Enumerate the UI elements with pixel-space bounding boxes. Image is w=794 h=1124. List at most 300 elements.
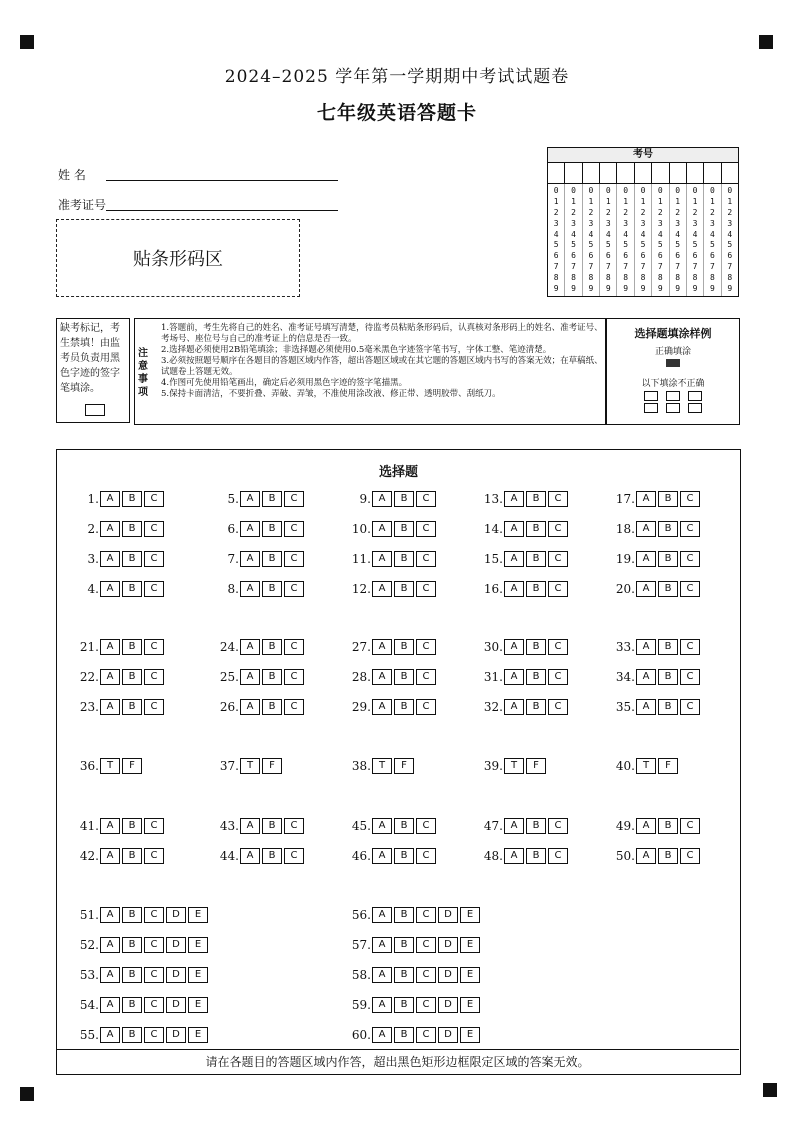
- answer-bubble-c[interactable]: C: [416, 581, 436, 597]
- answer-bubble-c[interactable]: C: [548, 521, 568, 537]
- answer-bubble-b[interactable]: B: [526, 818, 546, 834]
- exam-number-digit-bubble[interactable]: 1: [605, 196, 611, 206]
- exam-number-column[interactable]: [548, 184, 565, 296]
- answer-bubble-e[interactable]: E: [460, 937, 480, 953]
- exam-number-column[interactable]: [687, 184, 704, 296]
- exam-number-digit-bubble[interactable]: 4: [710, 229, 715, 239]
- answer-bubble-c[interactable]: C: [144, 907, 164, 923]
- exam-number-digit-bubble[interactable]: 1: [657, 196, 663, 206]
- exam-number-digit-bubble[interactable]: 2: [640, 207, 646, 217]
- exam-number-column[interactable]: [670, 184, 687, 296]
- exam-number-digit-bubble[interactable]: 3: [657, 218, 663, 228]
- answer-bubble-c[interactable]: C: [144, 997, 164, 1013]
- answer-bubble-c[interactable]: C: [284, 699, 304, 715]
- exam-number-column[interactable]: [617, 184, 634, 296]
- exam-number-write-cell[interactable]: [670, 163, 687, 183]
- exam-number-digit-bubble[interactable]: 0: [675, 186, 681, 195]
- answer-bubble-d[interactable]: D: [438, 937, 458, 953]
- exam-number-digit-bubble[interactable]: 8: [640, 273, 646, 282]
- answer-bubble-b[interactable]: B: [262, 581, 282, 597]
- exam-number-digit-bubble[interactable]: 9: [623, 283, 629, 293]
- exam-number-digit-bubble[interactable]: 0: [623, 186, 629, 195]
- answer-bubble-a[interactable]: A: [504, 551, 524, 567]
- answer-bubble-a[interactable]: A: [100, 699, 120, 715]
- answer-bubble-b[interactable]: B: [394, 1027, 414, 1043]
- answer-bubble-d[interactable]: D: [438, 967, 458, 983]
- answer-bubble-e[interactable]: E: [188, 1027, 208, 1043]
- answer-bubble-c[interactable]: C: [284, 848, 304, 864]
- answer-bubble-c[interactable]: C: [416, 937, 436, 953]
- answer-bubble-a[interactable]: A: [636, 848, 656, 864]
- exam-number-digit-bubble[interactable]: 6: [710, 251, 715, 261]
- exam-number-column[interactable]: [565, 184, 582, 296]
- exam-number-digit-bubble[interactable]: 5: [710, 240, 715, 250]
- answer-bubble-b[interactable]: B: [122, 551, 142, 567]
- answer-bubble-c[interactable]: C: [548, 639, 568, 655]
- exam-number-grid[interactable]: [547, 147, 739, 297]
- answer-bubble-c[interactable]: C: [416, 551, 436, 567]
- exam-number-digit-bubble[interactable]: 3: [692, 218, 698, 228]
- answer-bubble-d[interactable]: D: [166, 997, 186, 1013]
- answer-bubble-a[interactable]: A: [100, 581, 120, 597]
- answer-bubble-f[interactable]: F: [526, 758, 546, 774]
- answer-bubble-b[interactable]: B: [658, 818, 678, 834]
- answer-bubble-c[interactable]: C: [144, 581, 164, 597]
- answer-bubble-c[interactable]: C: [680, 848, 700, 864]
- answer-bubble-a[interactable]: A: [636, 818, 656, 834]
- answer-bubble-a[interactable]: A: [636, 699, 656, 715]
- exam-number-write-cell[interactable]: [548, 163, 565, 183]
- answer-bubble-d[interactable]: D: [438, 907, 458, 923]
- exam-number-digit-bubble[interactable]: 8: [605, 273, 611, 282]
- answer-bubble-t[interactable]: T: [240, 758, 260, 774]
- exam-number-digit-bubble[interactable]: 0: [588, 186, 594, 195]
- answer-bubble-c[interactable]: C: [144, 848, 164, 864]
- answer-bubble-t[interactable]: T: [504, 758, 524, 774]
- answer-bubble-b[interactable]: B: [122, 907, 142, 923]
- exam-number-column[interactable]: [583, 184, 600, 296]
- answer-bubble-b[interactable]: B: [394, 818, 414, 834]
- exam-number-digit-bubble[interactable]: 4: [727, 229, 733, 239]
- exam-number-digit-bubble[interactable]: 2: [727, 207, 733, 217]
- answer-bubble-a[interactable]: A: [100, 997, 120, 1013]
- answer-bubble-a[interactable]: A: [636, 551, 656, 567]
- answer-bubble-c[interactable]: C: [284, 669, 304, 685]
- exam-number-digit-bubble[interactable]: 6: [692, 251, 698, 261]
- exam-number-digit-bubble[interactable]: 5: [675, 240, 681, 250]
- answer-bubble-b[interactable]: B: [394, 907, 414, 923]
- exam-number-digit-bubble[interactable]: 1: [553, 196, 559, 206]
- exam-number-digit-bubble[interactable]: 3: [571, 218, 576, 228]
- exam-number-digit-bubble[interactable]: 7: [675, 262, 681, 272]
- answer-bubble-c[interactable]: C: [548, 669, 568, 685]
- answer-bubble-a[interactable]: A: [636, 491, 656, 507]
- answer-bubble-c[interactable]: C: [416, 1027, 436, 1043]
- answer-bubble-c[interactable]: C: [680, 699, 700, 715]
- exam-number-digit-bubble[interactable]: 4: [657, 229, 663, 239]
- answer-bubble-c[interactable]: C: [144, 521, 164, 537]
- exam-id-field[interactable]: [58, 196, 348, 213]
- exam-number-digit-bubble[interactable]: 5: [571, 240, 576, 250]
- exam-number-digit-bubble[interactable]: 3: [640, 218, 646, 228]
- answer-bubble-c[interactable]: C: [144, 699, 164, 715]
- exam-number-digit-bubble[interactable]: 6: [553, 251, 559, 261]
- exam-number-digit-bubble[interactable]: 1: [710, 196, 715, 206]
- answer-bubble-a[interactable]: A: [372, 699, 392, 715]
- answer-bubble-c[interactable]: C: [548, 848, 568, 864]
- exam-number-digit-bubble[interactable]: 8: [571, 273, 576, 282]
- exam-number-digit-bubble[interactable]: 7: [588, 262, 594, 272]
- answer-bubble-a[interactable]: A: [100, 551, 120, 567]
- exam-number-digit-bubble[interactable]: 6: [623, 251, 629, 261]
- answer-bubble-b[interactable]: B: [122, 967, 142, 983]
- name-field[interactable]: [58, 166, 348, 183]
- answer-bubble-c[interactable]: C: [680, 491, 700, 507]
- answer-bubble-f[interactable]: F: [394, 758, 414, 774]
- answer-bubble-b[interactable]: B: [658, 639, 678, 655]
- answer-bubble-b[interactable]: B: [526, 551, 546, 567]
- answer-bubble-c[interactable]: C: [284, 818, 304, 834]
- answer-bubble-b[interactable]: B: [526, 699, 546, 715]
- answer-bubble-t[interactable]: T: [100, 758, 120, 774]
- exam-number-digit-bubble[interactable]: 0: [640, 186, 646, 195]
- answer-bubble-a[interactable]: A: [504, 581, 524, 597]
- answer-bubble-b[interactable]: B: [658, 699, 678, 715]
- answer-bubble-a[interactable]: A: [100, 937, 120, 953]
- exam-number-digit-bubble[interactable]: 3: [675, 218, 681, 228]
- answer-bubble-b[interactable]: B: [262, 699, 282, 715]
- answer-bubble-b[interactable]: B: [394, 699, 414, 715]
- answer-bubble-d[interactable]: D: [438, 1027, 458, 1043]
- answer-bubble-b[interactable]: B: [122, 848, 142, 864]
- answer-bubble-a[interactable]: A: [100, 848, 120, 864]
- exam-number-digit-bubble[interactable]: 9: [727, 283, 733, 293]
- exam-number-digit-bubble[interactable]: 6: [640, 251, 646, 261]
- answer-bubble-c[interactable]: C: [548, 491, 568, 507]
- exam-number-digit-bubble[interactable]: 7: [692, 262, 698, 272]
- exam-number-digit-bubble[interactable]: 8: [553, 273, 559, 282]
- exam-number-digit-bubble[interactable]: 8: [710, 273, 715, 282]
- answer-bubble-c[interactable]: C: [416, 669, 436, 685]
- answer-bubble-e[interactable]: E: [188, 907, 208, 923]
- exam-number-digit-bubble[interactable]: 2: [553, 207, 559, 217]
- exam-number-column[interactable]: [635, 184, 652, 296]
- answer-bubble-a[interactable]: A: [372, 551, 392, 567]
- exam-number-digit-bubble[interactable]: 9: [571, 283, 576, 293]
- exam-number-digit-bubble[interactable]: 2: [588, 207, 594, 217]
- answer-bubble-d[interactable]: D: [166, 1027, 186, 1043]
- answer-bubble-a[interactable]: A: [372, 818, 392, 834]
- exam-number-digit-bubble[interactable]: 2: [657, 207, 663, 217]
- answer-bubble-a[interactable]: A: [240, 699, 260, 715]
- answer-bubble-e[interactable]: E: [460, 907, 480, 923]
- answer-bubble-c[interactable]: C: [416, 639, 436, 655]
- answer-bubble-a[interactable]: A: [100, 669, 120, 685]
- answer-bubble-a[interactable]: A: [240, 848, 260, 864]
- exam-number-digit-bubble[interactable]: 9: [692, 283, 698, 293]
- exam-number-write-cell[interactable]: [722, 163, 738, 183]
- answer-bubble-c[interactable]: C: [548, 581, 568, 597]
- exam-number-digit-bubble[interactable]: 4: [675, 229, 681, 239]
- exam-number-digit-bubble[interactable]: 3: [553, 218, 559, 228]
- answer-bubble-b[interactable]: B: [526, 639, 546, 655]
- exam-number-digit-bubble[interactable]: 2: [623, 207, 629, 217]
- exam-number-digit-bubble[interactable]: 2: [692, 207, 698, 217]
- answer-bubble-a[interactable]: A: [372, 581, 392, 597]
- answer-bubble-c[interactable]: C: [680, 639, 700, 655]
- exam-number-digit-bubble[interactable]: 0: [571, 186, 576, 195]
- exam-number-write-row[interactable]: [548, 163, 738, 184]
- answer-bubble-b[interactable]: B: [262, 818, 282, 834]
- answer-bubble-b[interactable]: B: [526, 669, 546, 685]
- exam-number-bubbles[interactable]: [548, 184, 738, 296]
- answer-bubble-b[interactable]: B: [122, 521, 142, 537]
- answer-bubble-a[interactable]: A: [240, 639, 260, 655]
- answer-bubble-b[interactable]: B: [122, 937, 142, 953]
- exam-number-digit-bubble[interactable]: 0: [605, 186, 611, 195]
- answer-bubble-b[interactable]: B: [658, 551, 678, 567]
- exam-number-digit-bubble[interactable]: 7: [623, 262, 629, 272]
- answer-bubble-b[interactable]: B: [658, 669, 678, 685]
- answer-bubble-e[interactable]: E: [460, 967, 480, 983]
- answer-bubble-t[interactable]: T: [636, 758, 656, 774]
- answer-bubble-a[interactable]: A: [372, 997, 392, 1013]
- exam-number-digit-bubble[interactable]: 4: [623, 229, 629, 239]
- exam-number-digit-bubble[interactable]: 4: [553, 229, 559, 239]
- answer-bubble-c[interactable]: C: [416, 699, 436, 715]
- answer-bubble-c[interactable]: C: [416, 997, 436, 1013]
- answer-bubble-c[interactable]: C: [680, 669, 700, 685]
- answer-bubble-b[interactable]: B: [526, 848, 546, 864]
- exam-number-digit-bubble[interactable]: 5: [692, 240, 698, 250]
- missing-exam-checkbox[interactable]: [85, 404, 105, 416]
- answer-bubble-c[interactable]: C: [144, 937, 164, 953]
- answer-bubble-a[interactable]: A: [240, 521, 260, 537]
- answer-bubble-a[interactable]: A: [240, 669, 260, 685]
- exam-number-digit-bubble[interactable]: 1: [675, 196, 681, 206]
- answer-bubble-a[interactable]: A: [100, 818, 120, 834]
- exam-number-digit-bubble[interactable]: 5: [657, 240, 663, 250]
- exam-number-digit-bubble[interactable]: 5: [727, 240, 733, 250]
- exam-number-column[interactable]: [600, 184, 617, 296]
- answer-bubble-a[interactable]: A: [372, 639, 392, 655]
- answer-bubble-c[interactable]: C: [284, 581, 304, 597]
- exam-number-digit-bubble[interactable]: 5: [640, 240, 646, 250]
- answer-bubble-a[interactable]: A: [504, 669, 524, 685]
- exam-number-digit-bubble[interactable]: 2: [605, 207, 611, 217]
- exam-number-digit-bubble[interactable]: 6: [605, 251, 611, 261]
- answer-bubble-c[interactable]: C: [144, 669, 164, 685]
- answer-bubble-c[interactable]: C: [144, 551, 164, 567]
- exam-number-digit-bubble[interactable]: 9: [710, 283, 715, 293]
- exam-number-digit-bubble[interactable]: 2: [710, 207, 715, 217]
- answer-bubble-c[interactable]: C: [144, 967, 164, 983]
- exam-number-digit-bubble[interactable]: 9: [605, 283, 611, 293]
- answer-bubble-b[interactable]: B: [122, 699, 142, 715]
- answer-bubble-b[interactable]: B: [394, 491, 414, 507]
- answer-bubble-a[interactable]: A: [504, 848, 524, 864]
- exam-number-digit-bubble[interactable]: 3: [710, 218, 715, 228]
- exam-number-digit-bubble[interactable]: 4: [571, 229, 576, 239]
- answer-bubble-a[interactable]: A: [240, 491, 260, 507]
- exam-number-digit-bubble[interactable]: 5: [588, 240, 594, 250]
- answer-bubble-b[interactable]: B: [122, 639, 142, 655]
- answer-bubble-c[interactable]: C: [284, 639, 304, 655]
- answer-bubble-c[interactable]: C: [548, 699, 568, 715]
- answer-bubble-a[interactable]: A: [504, 639, 524, 655]
- exam-number-write-cell[interactable]: [583, 163, 600, 183]
- answer-bubble-c[interactable]: C: [416, 967, 436, 983]
- answer-bubble-b[interactable]: B: [526, 521, 546, 537]
- exam-number-digit-bubble[interactable]: 1: [692, 196, 698, 206]
- answer-bubble-b[interactable]: B: [394, 937, 414, 953]
- answer-bubble-b[interactable]: B: [526, 581, 546, 597]
- answer-bubble-e[interactable]: E: [460, 997, 480, 1013]
- exam-number-digit-bubble[interactable]: 5: [553, 240, 559, 250]
- answer-bubble-a[interactable]: A: [372, 937, 392, 953]
- exam-number-column[interactable]: [722, 184, 738, 296]
- exam-number-digit-bubble[interactable]: 7: [710, 262, 715, 272]
- exam-number-digit-bubble[interactable]: 2: [675, 207, 681, 217]
- answer-bubble-c[interactable]: C: [680, 581, 700, 597]
- answer-bubble-e[interactable]: E: [188, 997, 208, 1013]
- exam-number-digit-bubble[interactable]: 8: [623, 273, 629, 282]
- exam-number-digit-bubble[interactable]: 7: [727, 262, 733, 272]
- exam-number-digit-bubble[interactable]: 1: [727, 196, 733, 206]
- exam-number-write-cell[interactable]: [687, 163, 704, 183]
- exam-number-write-cell[interactable]: [600, 163, 617, 183]
- answer-bubble-c[interactable]: C: [284, 491, 304, 507]
- exam-number-digit-bubble[interactable]: 8: [657, 273, 663, 282]
- exam-number-digit-bubble[interactable]: 6: [657, 251, 663, 261]
- exam-number-digit-bubble[interactable]: 0: [692, 186, 698, 195]
- answer-bubble-c[interactable]: C: [144, 818, 164, 834]
- exam-number-digit-bubble[interactable]: 4: [692, 229, 698, 239]
- answer-bubble-b[interactable]: B: [122, 669, 142, 685]
- answer-bubble-b[interactable]: B: [122, 491, 142, 507]
- exam-number-digit-bubble[interactable]: 0: [710, 186, 715, 195]
- answer-bubble-b[interactable]: B: [262, 639, 282, 655]
- answer-bubble-d[interactable]: D: [166, 937, 186, 953]
- answer-bubble-b[interactable]: B: [262, 521, 282, 537]
- exam-number-digit-bubble[interactable]: 9: [657, 283, 663, 293]
- answer-bubble-b[interactable]: B: [122, 581, 142, 597]
- exam-number-digit-bubble[interactable]: 1: [588, 196, 594, 206]
- exam-number-digit-bubble[interactable]: 7: [553, 262, 559, 272]
- exam-number-write-cell[interactable]: [617, 163, 634, 183]
- exam-number-write-cell[interactable]: [704, 163, 721, 183]
- exam-number-digit-bubble[interactable]: 7: [657, 262, 663, 272]
- exam-number-digit-bubble[interactable]: 3: [623, 218, 629, 228]
- exam-number-digit-bubble[interactable]: 4: [588, 229, 594, 239]
- answer-bubble-c[interactable]: C: [284, 551, 304, 567]
- exam-number-digit-bubble[interactable]: 9: [588, 283, 594, 293]
- exam-number-digit-bubble[interactable]: 2: [571, 207, 576, 217]
- answer-bubble-a[interactable]: A: [504, 699, 524, 715]
- answer-bubble-a[interactable]: A: [504, 818, 524, 834]
- exam-number-digit-bubble[interactable]: 8: [675, 273, 681, 282]
- answer-bubble-a[interactable]: A: [504, 521, 524, 537]
- answer-bubble-b[interactable]: B: [526, 491, 546, 507]
- answer-bubble-b[interactable]: B: [658, 521, 678, 537]
- answer-bubble-b[interactable]: B: [394, 551, 414, 567]
- exam-number-digit-bubble[interactable]: 6: [727, 251, 733, 261]
- exam-number-digit-bubble[interactable]: 7: [640, 262, 646, 272]
- answer-bubble-b[interactable]: B: [658, 491, 678, 507]
- answer-bubble-a[interactable]: A: [636, 581, 656, 597]
- answer-bubble-a[interactable]: A: [372, 669, 392, 685]
- exam-number-digit-bubble[interactable]: 1: [571, 196, 576, 206]
- answer-bubble-a[interactable]: A: [372, 521, 392, 537]
- exam-number-digit-bubble[interactable]: 3: [588, 218, 594, 228]
- answer-bubble-c[interactable]: C: [680, 551, 700, 567]
- exam-number-write-cell[interactable]: [635, 163, 652, 183]
- answer-bubble-a[interactable]: A: [372, 491, 392, 507]
- exam-number-digit-bubble[interactable]: 7: [571, 262, 576, 272]
- exam-number-digit-bubble[interactable]: 3: [727, 218, 733, 228]
- answer-bubble-b[interactable]: B: [262, 551, 282, 567]
- answer-bubble-b[interactable]: B: [122, 1027, 142, 1043]
- answer-bubble-b[interactable]: B: [262, 669, 282, 685]
- answer-bubble-d[interactable]: D: [438, 997, 458, 1013]
- answer-bubble-b[interactable]: B: [262, 848, 282, 864]
- exam-number-digit-bubble[interactable]: 8: [588, 273, 594, 282]
- answer-bubble-a[interactable]: A: [100, 639, 120, 655]
- exam-number-digit-bubble[interactable]: 9: [640, 283, 646, 293]
- answer-bubble-b[interactable]: B: [394, 639, 414, 655]
- exam-number-digit-bubble[interactable]: 6: [675, 251, 681, 261]
- answer-bubble-f[interactable]: F: [122, 758, 142, 774]
- answer-bubble-b[interactable]: B: [394, 521, 414, 537]
- answer-bubble-c[interactable]: C: [284, 521, 304, 537]
- exam-number-digit-bubble[interactable]: 0: [553, 186, 559, 195]
- answer-bubble-c[interactable]: C: [548, 551, 568, 567]
- answer-bubble-e[interactable]: E: [188, 967, 208, 983]
- answer-bubble-a[interactable]: A: [240, 551, 260, 567]
- answer-bubble-a[interactable]: A: [100, 967, 120, 983]
- answer-bubble-e[interactable]: E: [188, 937, 208, 953]
- exam-number-write-cell[interactable]: [565, 163, 582, 183]
- answer-bubble-c[interactable]: C: [144, 639, 164, 655]
- answer-bubble-a[interactable]: A: [372, 967, 392, 983]
- exam-number-digit-bubble[interactable]: 1: [640, 196, 646, 206]
- answer-bubble-f[interactable]: F: [262, 758, 282, 774]
- answer-bubble-b[interactable]: B: [394, 997, 414, 1013]
- exam-number-digit-bubble[interactable]: 7: [605, 262, 611, 272]
- answer-bubble-c[interactable]: C: [416, 521, 436, 537]
- answer-bubble-c[interactable]: C: [416, 491, 436, 507]
- exam-number-digit-bubble[interactable]: 6: [571, 251, 576, 261]
- answer-bubble-b[interactable]: B: [122, 997, 142, 1013]
- answer-bubble-b[interactable]: B: [658, 581, 678, 597]
- answer-bubble-c[interactable]: C: [680, 521, 700, 537]
- exam-number-digit-bubble[interactable]: 8: [727, 273, 733, 282]
- exam-number-digit-bubble[interactable]: 4: [640, 229, 646, 239]
- answer-bubble-b[interactable]: B: [122, 818, 142, 834]
- answer-bubble-c[interactable]: C: [416, 848, 436, 864]
- answer-bubble-d[interactable]: D: [166, 967, 186, 983]
- answer-bubble-c[interactable]: C: [680, 818, 700, 834]
- exam-number-digit-bubble[interactable]: 8: [692, 273, 698, 282]
- answer-bubble-a[interactable]: A: [100, 907, 120, 923]
- answer-bubble-b[interactable]: B: [262, 491, 282, 507]
- exam-number-digit-bubble[interactable]: 0: [657, 186, 663, 195]
- answer-bubble-c[interactable]: C: [548, 818, 568, 834]
- answer-bubble-f[interactable]: F: [658, 758, 678, 774]
- answer-bubble-c[interactable]: C: [416, 907, 436, 923]
- answer-bubble-b[interactable]: B: [394, 669, 414, 685]
- answer-bubble-a[interactable]: A: [636, 669, 656, 685]
